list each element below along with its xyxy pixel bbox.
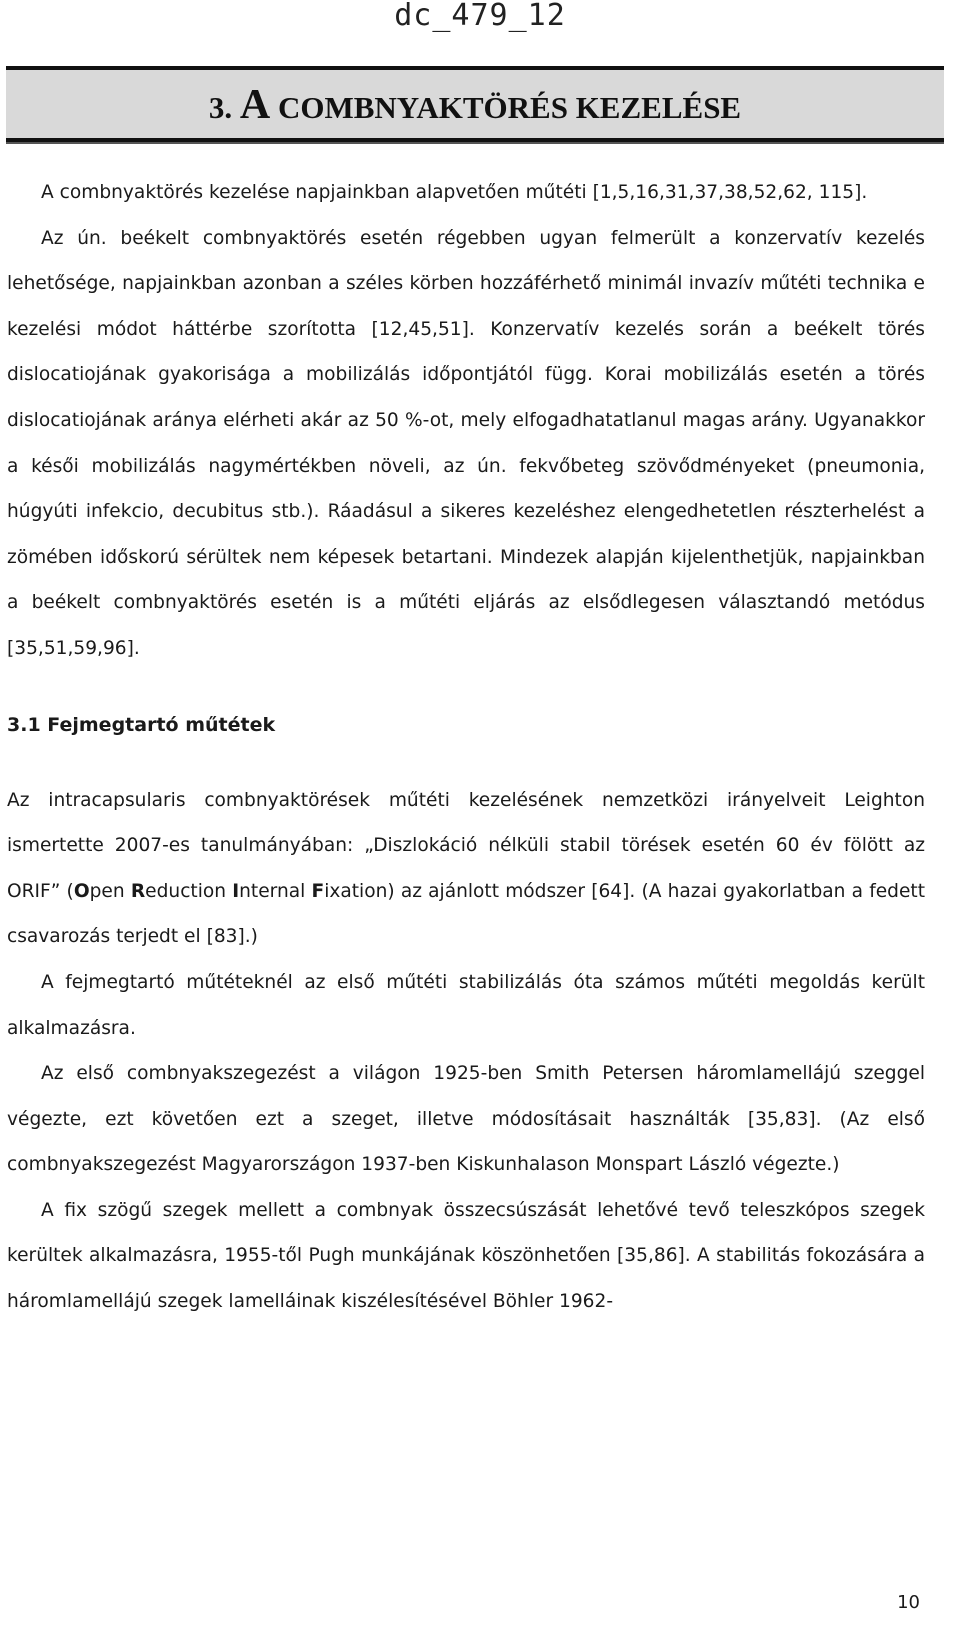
paragraph-intro: A combnyaktörés kezelése napjainkban alapvetően műtéti [1,5,16,31,37,38,52,62, 115]. (41, 182, 868, 203)
acronym-letter-f: F (311, 880, 325, 902)
acronym-letter-i: I (232, 880, 240, 902)
chapter-title (6, 70, 944, 138)
paragraph-impacted-fracture: Az ún. beékelt combnyaktörés esetén régebben ugyan felmerült a konzervatív kezelés lehetősége, napjainkban azonban a széles körben hozzáférhető minimál invazív műtéti technika e kezelési módot háttérbe szorította [12,45,51]. Konzervatív kezelés során a beékelt törés dislocatiojának gyakorisága a mobilizálás időpontjától függ. Korai mobilizálás esetén a törés dislocatiojának aránya elérheti akár az 50 %-ot, mely elfogadhatatlanul magas arány. Ugyanakkor a késői mobilizálás nagymértékben növeli, az ún. fekvőbeteg szövődményeket (pneumonia, húgyúti infekcio, decubitus stb.). Ráadásul a sikeres kezeléshez elengedhetetlen részterhelést a zömében időskorú sérültek nem képesek betartani. Mindezek alapján kijelenthetjük, napjainkban a beékelt combnyaktörés esetén is a műtéti eljárás az elsődlegesen választandó metódus [35,51,59,96]. (7, 227, 925, 659)
acronym-word-open: pen (89, 880, 131, 902)
paragraph-guidelines (7, 778, 925, 960)
paragraph-head-preserving: A fejmegtartó műtéteknél az első műtéti stabilizálás óta számos műtéti megoldás került alkalmazásra. (7, 971, 925, 1039)
document-id-header: dc_479_12 (394, 0, 566, 33)
page-number: 10 (897, 1592, 920, 1613)
acronym-letter-o: O (73, 880, 90, 902)
paragraph-first-nailing: Az első combnyakszegezést a világon 1925-ben Smith Petersen háromlamellájú szeggel végezte, ezt követően ezt a szeget, illetve módosításait használták [35,83]. (Az első combnyakszegezést Magyarországon 1937-ben Kiskunhalason Monspart László végezte.) (7, 1063, 925, 1176)
guidelines-text-start: Az intracapsularis combnyaktörések műtéti kezelésének nemzetközi irányelveit Leighton ismertette 2007-es tanulmányában: „Diszlokáció nélküli stabil törések esetén 60 év fölött az ORIF” ( (7, 789, 925, 902)
acronym-word-reduction: eduction (145, 880, 233, 902)
chapter-title-initial: A (239, 82, 271, 128)
acronym-letter-r: R (130, 880, 146, 902)
chapter-number: 3. (208, 90, 233, 125)
chapter-title-text: COMBNYAKTÖRÉS KEZELÉSE (277, 90, 742, 125)
page-body (7, 170, 925, 1325)
acronym-word-internal: nternal (239, 880, 312, 902)
section-heading-3-1: 3.1 Fejmegtartó műtétek (7, 713, 276, 736)
guidelines-text-end: ixation) az ajánlott módszer [64]. (A hazai gyakorlatban a fedett csavarozás terjedt el [83].) (7, 880, 926, 948)
paragraph-fixed-angle-nails: A fix szögű szegek mellett a combnyak összecsúszását lehetővé tevő teleszkópos szegek kerültek alkalmazásra, 1955-től Pugh munkájának köszönhetően [35,86]. A stabilitás fokozására a háromlamellájú szegek lamelláinak kiszélesítésével Böhler 1962- (7, 1199, 925, 1313)
